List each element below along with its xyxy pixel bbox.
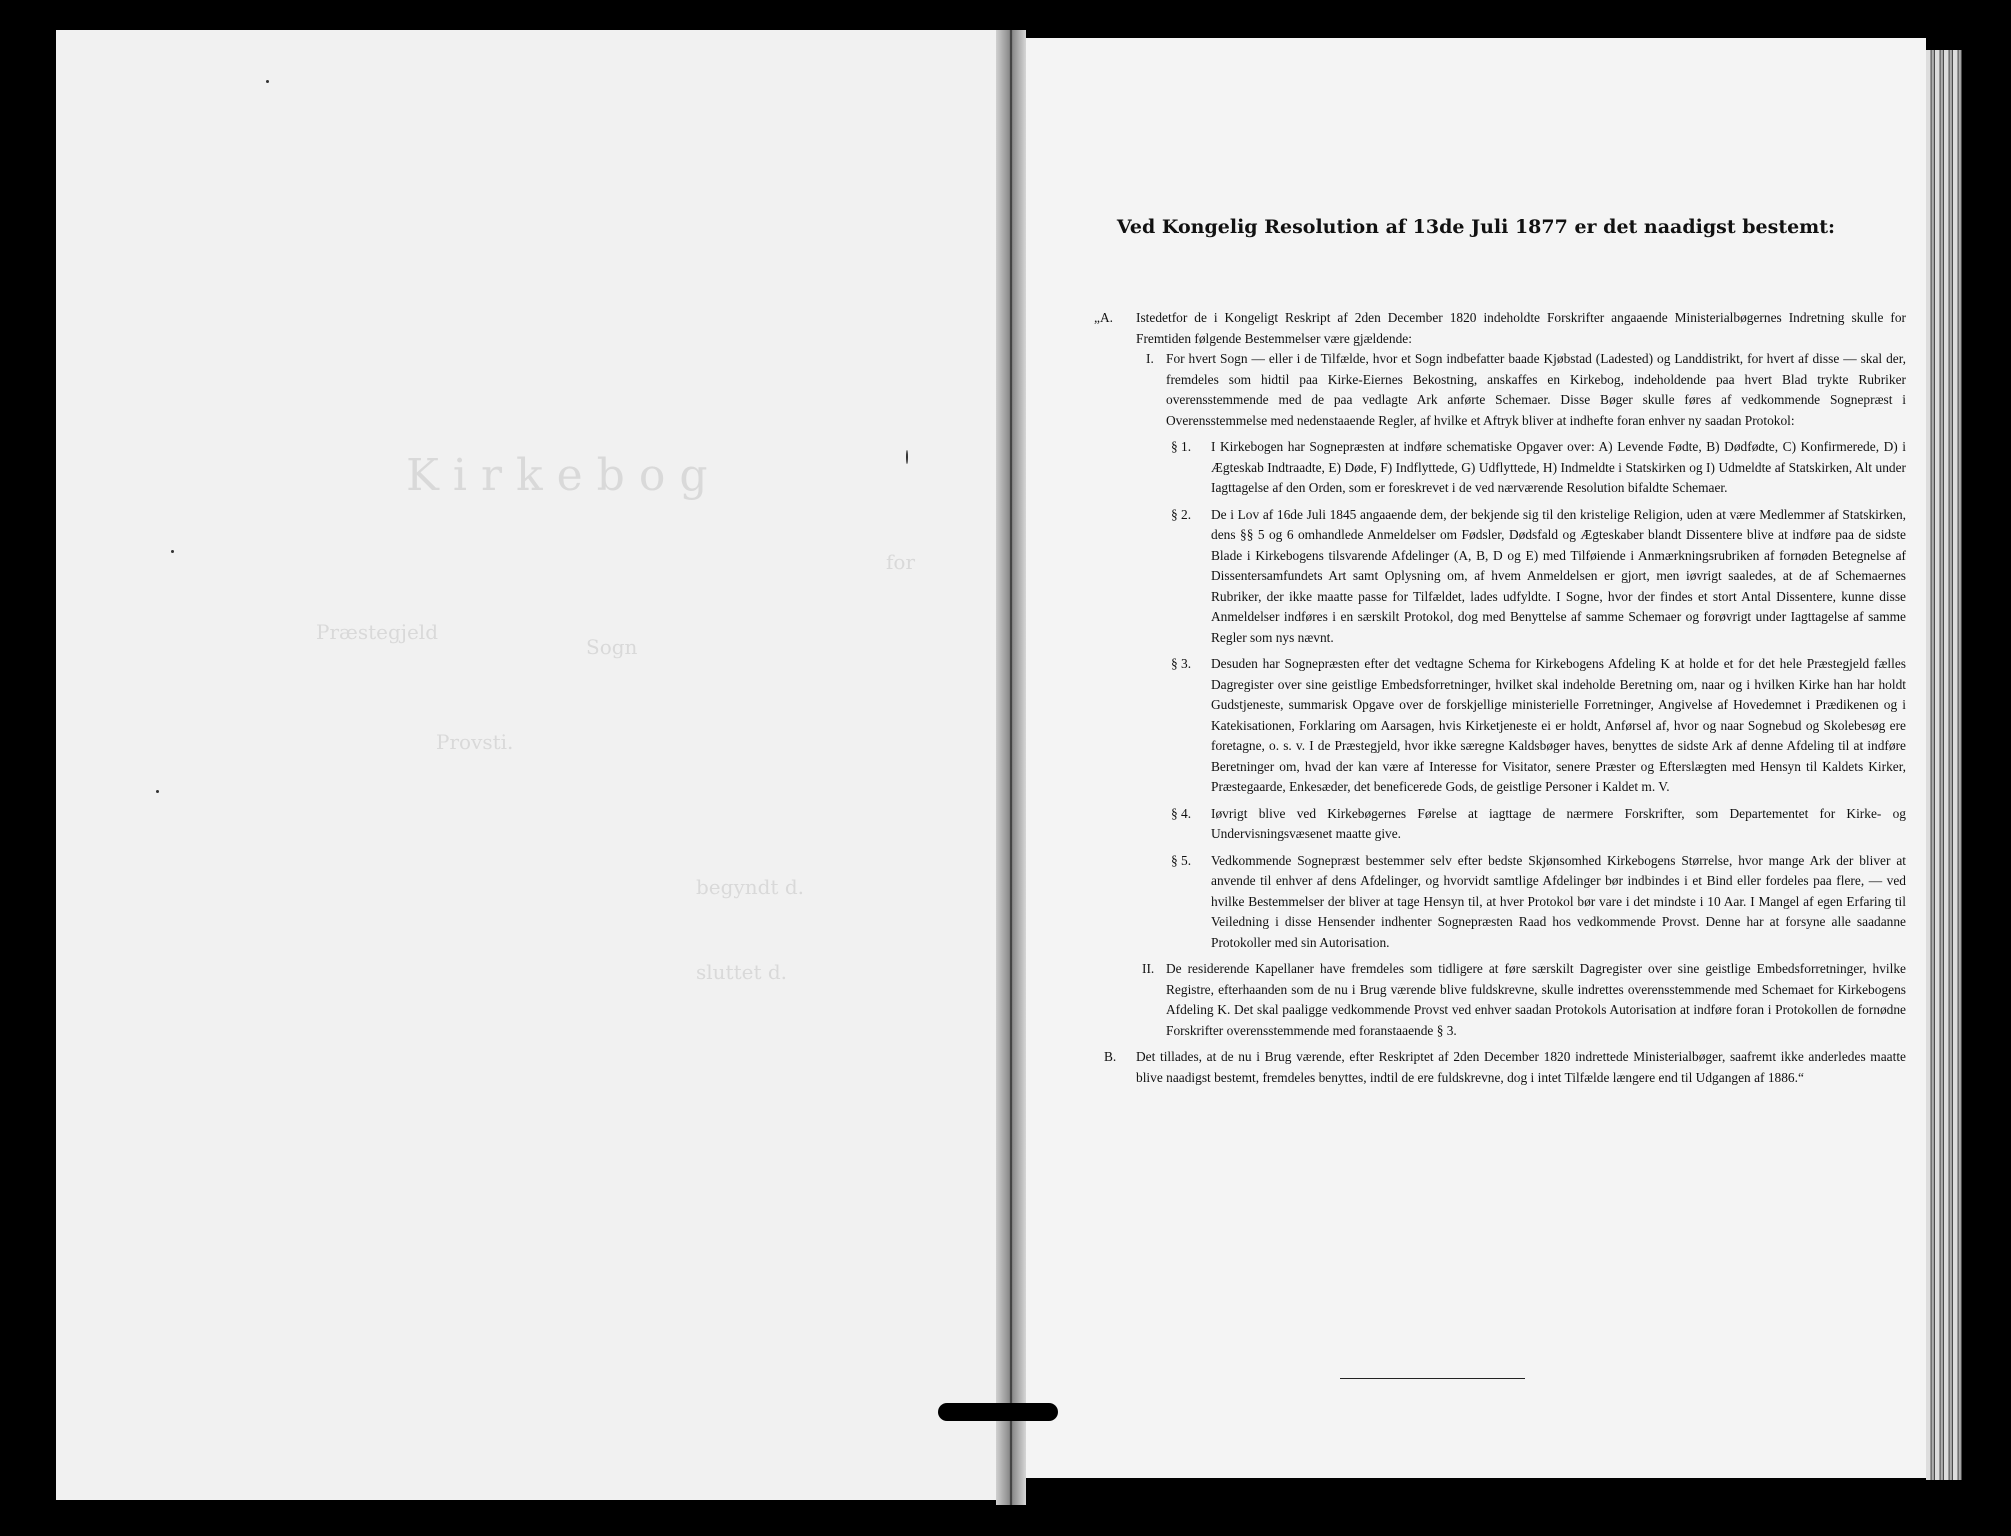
faint-line-praestegjeld: Præstegjeld [316, 620, 438, 644]
item-i-text: For hvert Sogn — eller i de Tilfælde, hvor et Sogn indbefatter baade Kjøbstad (Ladested) og Landdistrikt, for hvert af disse — skal der, fremdeles som hidtil paa Kirke-Eiernes Bekostning, anskaffes en Kirkebog, indeholdende paa hvert Blad trykte Rubriker overensstemmende med de paa vedlagte Ark anførte Schemaer. Disse Bøger skulle føres af vedkommende Sognepræst i Overensstemmelse med nedenstaaende Regler, af hvilke et Aftryk bliver at indhefte foran enhver ny saadan Protokol: [1166, 351, 1906, 428]
paragraph-1-label: § 1. [1171, 439, 1192, 454]
speck [906, 450, 908, 464]
paragraph-4-label: § 4. [1171, 805, 1192, 821]
section-b-label: B. [1104, 1049, 1117, 1064]
faint-line-sluttet: sluttet d. [696, 960, 788, 984]
faint-line-provsti: Provsti. [436, 730, 514, 754]
resolution-text [1094, 308, 1906, 1088]
paragraph-1-text: I Kirkebogen har Sognepræsten at indføre schematiske Opgaver over: A) Levende Fødte, B) Dødfødte, C) Konfirmerede, D) i Ægteskab Indtraadte, E) Døde, F) Indflyttede, G) Udflyttede, H) Indmeldte i Statskirken og I) Udmeldte af Statskirken, Alt under Iagttagelse af den Orden, som er foreskrevet i de ved nærværende Resolution bifaldte Schemaer. [1211, 439, 1906, 495]
section-a-label: „A. [1094, 310, 1113, 325]
paragraph-3-text: Desuden har Sognepræsten efter det vedtagne Schema for Kirkebogens Afdeling K at holde et for det hele Præstegjeld fælles Dagregister over sine geistlige Embedsforretninger, hvilket skal indeholde Beretning om, naar og i hvilken Kirke han har holdt Gudstjeneste, summarisk Opgave over de forskjellige ministerielle Forretninger, Angivelse af Hovedemnet i Prædikenen og i Katekisationen, Forklaring om Aarsagen, hvis Kirketjeneste ei er holdt, Anførsel af, hvor og naar Sognebud og Skolebesøg ere foretagne, o. s. v. I de Præstegjeld, hvor ikke særegne Kaldsbøger haves, benyttes de sidste Ark af denne Afdeling til at indføre Beretninger om, hvad der kan være af Interesse for Visitator, senere Præster og Efterslægten med Hensyn til Kaldets Kirker, Præstegaarde, Enkesæder, det beneficerede Gods, de geistlige Personer i Kaldet m. V. [1211, 656, 1906, 794]
paragraph-5-label: § 5. [1171, 852, 1192, 868]
faint-line-begyndt: begyndt d. [696, 875, 804, 899]
page-edge [1926, 50, 1962, 1480]
paragraph-5-text: Vedkommende Sognepræst bestemmer selv efter bedste Skjønsomhed Kirkebogens Størrelse, hvor mange Ark der bliver at anvende til enhver af dens Afdelinger, og hvorvidt samtlige Afdelinger bør indbindes i et Bind eller fordeles paa flere, — ved hvilke Bestemmelser der bliver at tage Hensyn til, at hver Protokol bør vare i det mindste i 10 Aar. I Mangel af egen Erfaring til Veiledning i disse Hensender indhenter Sognepræsten Raad hos vedkommende Provst. Denne har at forsyne alle saadanne Protokoller med sin Autorisation. [1211, 852, 1906, 950]
item-i [1146, 349, 1906, 431]
page-title: Ved Kongelig Resolution af 13de Juli 1877 er det naadigst bestemt: [1116, 216, 1836, 238]
ink-blot [938, 1403, 1058, 1421]
paragraph-2-label: § 2. [1171, 506, 1192, 522]
speck [156, 790, 159, 793]
paragraph-3 [1171, 654, 1906, 798]
paragraph-2 [1171, 505, 1906, 649]
left-page [56, 30, 996, 1500]
paragraph-3-label: § 3. [1171, 656, 1192, 671]
paragraph-4 [1171, 804, 1906, 845]
speck [171, 550, 174, 553]
section-b-text: Det tillades, at de nu i Brug værende, efter Reskriptet af 2den December 1820 indrettede Ministerialbøger, saafremt ikke anderledes maatte blive naadigst bestemt, fremdeles benyttes, indtil de ere fuldskrevne, dog i intet Tilfælde længere end til Udgangen af 1886.“ [1136, 1049, 1906, 1085]
paragraph-5 [1171, 851, 1906, 954]
paragraph-1 [1171, 437, 1906, 499]
paragraph-4-text: Iøvrigt blive ved Kirkebøgernes Førelse at iagttage de nærmere Forskrifter, som Departementet for Kirke- og Undervisningsvæsenet maatte give. [1211, 805, 1906, 841]
paragraph-2-text: De i Lov af 16de Juli 1845 angaaende dem, der bekjende sig til den kristelige Religion, uden at være Medlemmer af Statskirken, dens §§ 5 og 6 omhandlede Anmeldelser om Fødsler, Dødsfald og Ægteskaber blandt Dissentere blive at indføre paa de sidste Blade i Kirkebogens tilsvarende Afdelinger (A, B, D og E) med Tilføiende i Anmærkningsrubriken af fornøden Betegnelse af Dissentersamfundets Art samt Oplysning om, af hvem Anmeldelsen er gjort, men iøvrigt saaledes, at de af Schemaernes Rubriker, der ikke maatte passe for Tilfældet, lades udfyldte. I Sogne, hvor der findes et stort Antal Dissentere, kunne disse Anmeldelser indføres i en særskilt Protokol, dog med Benyttelse af samme Schemaer og forøvrigt under Iagttagelse af samme Regler som nys nævnt. [1211, 506, 1906, 645]
section-b [1104, 1047, 1906, 1088]
section-a [1094, 308, 1906, 349]
faint-title: Kirkebog [406, 450, 722, 501]
faint-line-sogn: Sogn [586, 635, 638, 659]
item-i-label: I. [1146, 351, 1154, 366]
item-ii-text: De residerende Kapellaner have fremdeles som tidligere at føre særskilt Dagregister over sine geistlige Embedsforretninger, hvilke Registre, efterhaanden som de nu i Brug værende blive fuldskrevne, skulle indrettes overensstemmende med Schemaet for Kirkebogens Afdeling K. Det skal paaligge vedkommende Provst ved enhver saadan Protokols Autorisation at indføre foran i Protokollen de fornødne Forskrifter overensstemmende med foranstaaende § 3. [1166, 961, 1906, 1038]
right-page [1026, 38, 1926, 1478]
item-ii [1142, 959, 1906, 1041]
end-rule [1340, 1378, 1525, 1379]
section-a-text: Istedetfor de i Kongeligt Reskript af 2den December 1820 indeholdte Forskrifter angaaende Ministerialbøgernes Indretning skulle for Fremtiden følgende Bestemmelser være gjældende: [1136, 310, 1906, 346]
faint-line-for: for [886, 550, 916, 574]
book-spine [996, 30, 1026, 1505]
item-ii-label: II. [1142, 961, 1155, 976]
speck [266, 80, 269, 83]
